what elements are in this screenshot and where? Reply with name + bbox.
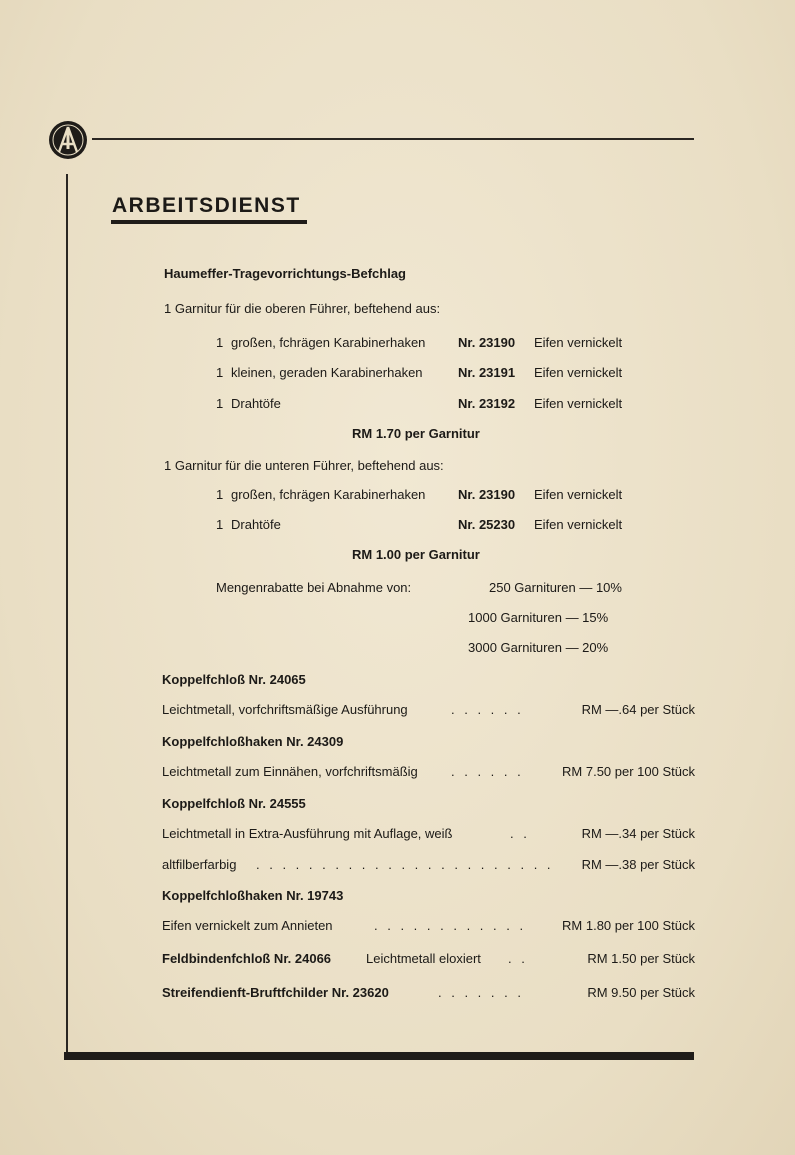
item-nr: Nr. 23191 [458, 365, 516, 380]
product-price: RM 1.50 per Stück [587, 951, 695, 966]
discount-tier: 3000 Garnituren — 20% [468, 640, 609, 655]
product-price: RM —.64 per Stück [581, 702, 695, 717]
product-heading: Koppelfchloß Nr. 24555 [162, 796, 306, 811]
item-qty: 1 [216, 517, 224, 532]
bottom-rule [64, 1052, 694, 1060]
product-price: RM 7.50 per 100 Stück [562, 764, 695, 779]
leader-dots: . . . . . . . [438, 985, 524, 1000]
discount-tier: 1000 Garnituren — 15% [468, 610, 609, 625]
item-desc: großen, fchrägen Karabinerhaken [231, 335, 426, 350]
item-desc: kleinen, geraden Karabinerhaken [231, 365, 423, 380]
lower-intro: 1 Garnitur für die unteren Führer, beftehend aus: [164, 458, 444, 473]
item-material: Eifen vernickelt [534, 365, 623, 380]
page-title: ARBEITSDIENST [112, 194, 301, 217]
product-heading: Feldbindenfchloß Nr. 24066 [162, 951, 332, 966]
title-underline [111, 220, 307, 224]
product-desc: Leichtmetall eloxiert [366, 951, 481, 966]
leader-dots: . . . . . . . . . . . . [374, 918, 527, 933]
item-qty: 1 [216, 487, 224, 502]
product-price: RM —.38 per Stück [581, 857, 695, 872]
arbeitsdienst-emblem-icon [48, 120, 88, 160]
product-price: RM —.34 per Stück [581, 826, 695, 841]
item-material: Eifen vernickelt [534, 335, 623, 350]
leader-dots: . . . . . . [451, 764, 524, 779]
item-qty: 1 [216, 396, 224, 411]
leader-dots: . . . . . . . . . . . . . . . . . . . . . . . [256, 857, 554, 872]
item-desc: Drahtöfe [231, 517, 281, 532]
section-title: Haumeffer-Tragevorrichtungs-Befchlag [164, 266, 406, 281]
item-material: Eifen vernickelt [534, 396, 623, 411]
product-heading: Streifendienft-Bruftfchilder Nr. 23620 [162, 985, 389, 1000]
item-nr: Nr. 23190 [458, 335, 516, 350]
item-nr: Nr. 23192 [458, 396, 516, 411]
item-desc: großen, fchrägen Karabinerhaken [231, 487, 426, 502]
item-qty: 1 [216, 365, 224, 380]
lower-set-price: RM 1.00 per Garnitur [352, 547, 480, 562]
product-desc: Leichtmetall zum Einnähen, vorfchriftsmäßig [162, 764, 418, 779]
item-nr: Nr. 25230 [458, 517, 516, 532]
product-price: RM 1.80 per 100 Stück [562, 918, 695, 933]
discount-tier: 250 Garnituren — 10% [489, 580, 622, 595]
item-material: Eifen vernickelt [534, 517, 623, 532]
leader-dots: . . [508, 951, 528, 966]
discount-label: Mengenrabatte bei Abnahme von: [216, 580, 412, 595]
product-heading: Koppelfchloß Nr. 24065 [162, 672, 306, 687]
left-rule [66, 174, 68, 1056]
product-desc: Eifen vernickelt zum Annieten [162, 918, 333, 933]
product-heading: Koppelfchloßhaken Nr. 19743 [162, 888, 344, 903]
upper-intro: 1 Garnitur für die oberen Führer, beftehend aus: [164, 301, 441, 316]
product-desc: Leichtmetall in Extra-Ausführung mit Auflage, weiß [162, 826, 453, 841]
item-qty: 1 [216, 335, 224, 350]
product-desc: altfilberfarbig [162, 857, 237, 872]
leader-dots: . . [510, 826, 530, 841]
leader-dots: . . . . . . [451, 702, 524, 717]
item-desc: Drahtöfe [231, 396, 281, 411]
product-desc: Leichtmetall, vorfchriftsmäßige Ausführung [162, 702, 408, 717]
product-heading: Koppelfchloßhaken Nr. 24309 [162, 734, 344, 749]
top-rule [92, 138, 694, 140]
item-material: Eifen vernickelt [534, 487, 623, 502]
item-nr: Nr. 23190 [458, 487, 516, 502]
product-price: RM 9.50 per Stück [587, 985, 695, 1000]
upper-set-price: RM 1.70 per Garnitur [352, 426, 480, 441]
